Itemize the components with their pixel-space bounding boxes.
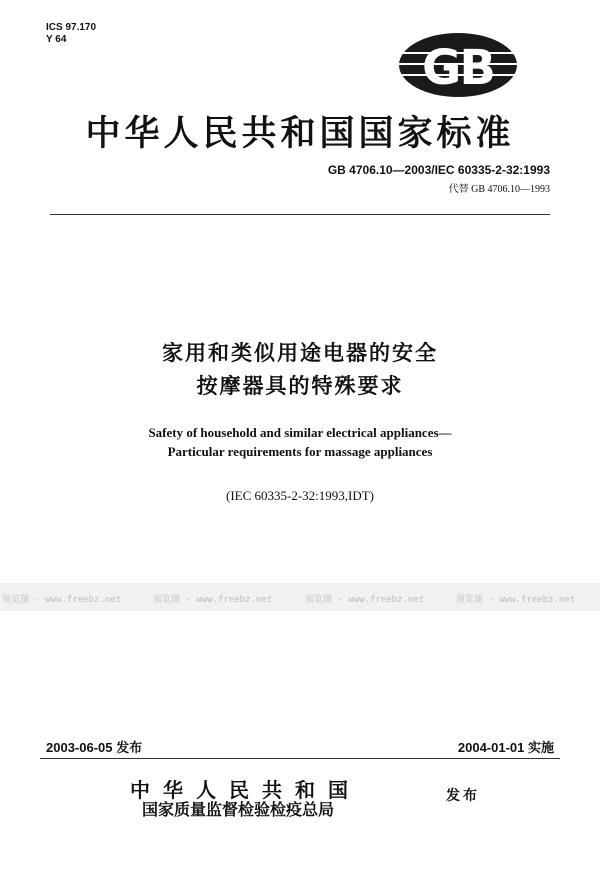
- ics-code: ICS 97.170: [46, 22, 97, 33]
- chinese-title-line2: 按摩器具的特殊要求: [196, 374, 404, 398]
- standard-number: GB 4706.10—2003/IEC 60335-2-32:1993: [327, 163, 550, 177]
- english-title-line1: Safety of household and similar electrical appliances—: [148, 425, 452, 440]
- watermark-text: 预览图 - www.freebz.net: [456, 595, 576, 605]
- footer-divider: [40, 758, 560, 759]
- chinese-title-line1: 家用和类似用途电器的安全: [162, 341, 438, 365]
- watermark-text: 预览图 - www.freebz.net: [153, 595, 273, 605]
- replaces-standard: 代替 GB 4706.10—1993: [448, 184, 550, 195]
- issue-date: 2003-06-05 发布: [46, 740, 143, 755]
- national-standard-title: 中华人民共和国国家标准: [85, 114, 515, 154]
- gb-logo-icon: [398, 32, 518, 98]
- english-title-line2: Particular requirements for massage appliances: [167, 444, 433, 459]
- issue-action: 发布: [446, 788, 480, 804]
- watermark-text: 预览图 - www.freebz.net: [305, 595, 425, 605]
- equivalence-note: (IEC 60335-2-32:1993,IDT): [225, 488, 375, 503]
- header-divider: [50, 214, 550, 215]
- issuer-line2: 国家质量监督检验检疫总局: [142, 800, 335, 819]
- svg-text:GB: GB: [422, 40, 494, 96]
- watermark-text: 预览图 - www.freebz.net: [2, 595, 122, 605]
- ics-code-block: [46, 22, 96, 46]
- issuer-line1: 中华人民共和国: [130, 778, 361, 802]
- ccs-code: Y 64: [46, 34, 67, 45]
- implementation-date: 2004-01-01 实施: [457, 740, 554, 755]
